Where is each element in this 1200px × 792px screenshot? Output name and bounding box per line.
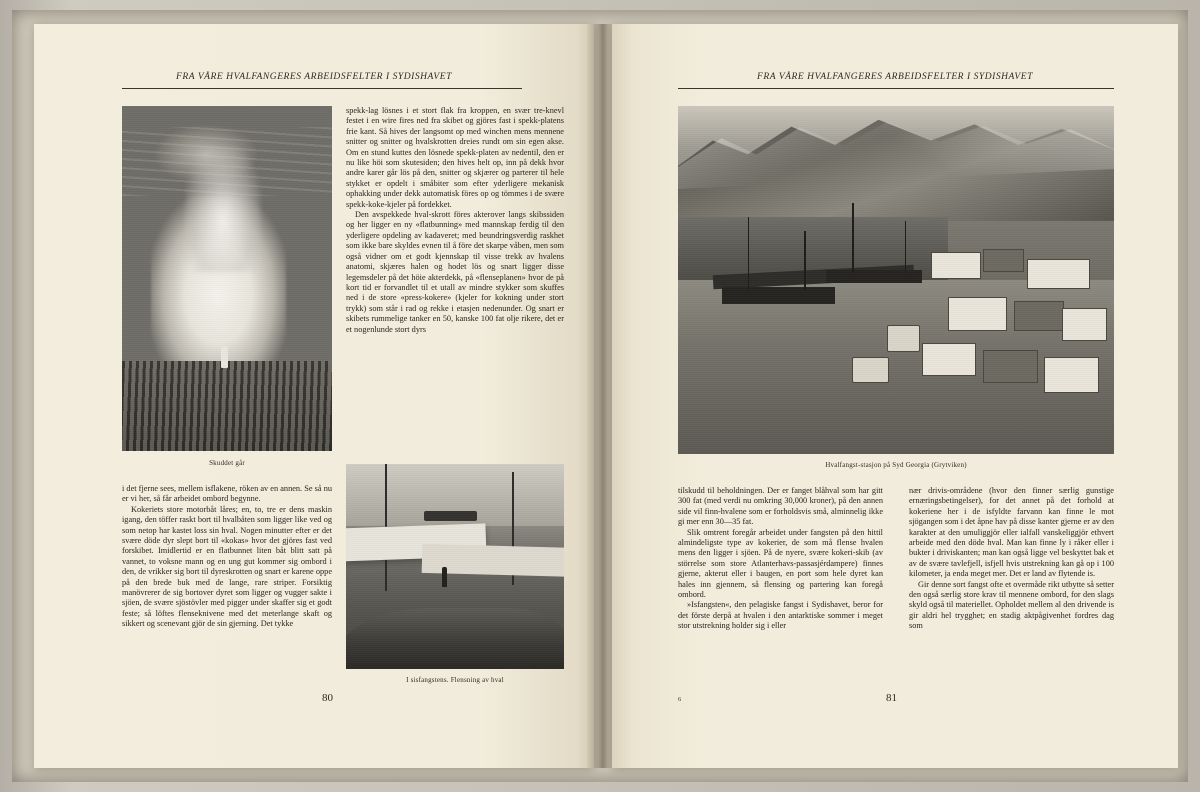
left-page-column-left-bottom (122, 484, 332, 630)
paragraph: Slik omtrent foregår arbeidet under fangsten på den hittil almindeligste type av kokerier, de som må flense hvalen mens den ligger i sjöen. På de nyere, svære kokeri-skib (av störrelse som store Atlanterhavs-passasjérdampere) finnes gjerne, akterut eller i baugen, en port som hele dyret kan hales inn gjennem, så flensing og partering kan foregå ombord. (678, 527, 883, 600)
paragraph: Den avspekkede hval-skrott föres akterover langs skibssiden og her ligger en ny «flatbunning» med mannskap ferdig til den yderligere opdeling av kadaveret; med beundringsverdig raskhet som ikke bare skyldes evnen til å före det skarpe våben, men som også vidner om et godt kjennskap til visse trekk av hvalens anatomi, skjæres halen og hodet lös og snart ligger disse legemsdeler på det höie akterdekk, på «flenseplanen» hvor de på kort tid er forvandlet til et utall av mindre stykker som skuffes ned i de store «press-kokere» (kjeler for kokning under stort trykk) som står i rad og rekke i etasjen nedenunder. Og snart er skibets rummelige tanker en 50, kanske 100 fat olje rikere, det er et nogenlunde stort dyrs (346, 210, 564, 334)
open-book (12, 10, 1188, 782)
right-page-column-right (909, 486, 1114, 632)
caption-whale-shot: Skuddet går (209, 459, 245, 467)
signature-mark: 6 (678, 696, 682, 703)
paragraph: spekk-lag lösnes i et stort flak fra kroppen, en svær tre-knevl festet i en wire fires ned fra skibet og gjöres fast i spekk-platens frie kant. Så hives der langsomt op med winchen mens mennene snitter og snitter og hvalskrotten dreies rundt om sin egen akse. Om en stund kuttes den lösnede spekk-platen av nedentil, den er nu like höi som skutesiden; den hives helt op, inn på dekk hvor andre karer går lös på den, snitter og skjærer og parterer til hele stykket er opdelt i småbiter som efter yderligere mekanisk ophakking under dekk automatisk föres op og tömmes i de svære spekk-koke-kjeler på fordekket. (346, 106, 564, 209)
left-page (34, 24, 594, 768)
photo-grain-overlay (346, 464, 564, 669)
caption-whaling-station: Hvalfangst-stasjon på Syd Georgia (Grytviken) (825, 461, 967, 469)
left-page-column-right-top (346, 106, 564, 335)
running-head-right: FRA VÅRE HVALFANGERES ARBEIDSFELTER I SYDISHAVET (757, 72, 1033, 82)
caption-flensing: I sisfangstens. Flensning av hval (406, 676, 504, 684)
photo-whaling-station-grytviken (678, 106, 1114, 454)
paragraph: »Isfangsten«, den pelagiske fangst i Sydishavet, beror for det förste derpå at hvalen i den antarktiske sommer i meget stor utstrekning holder sig i eller (678, 600, 883, 631)
photo-grain-overlay (678, 106, 1114, 454)
header-rule-left (122, 88, 522, 89)
photo-whale-shot-fired (122, 106, 332, 451)
running-head-left: FRA VÅRE HVALFANGERES ARBEIDSFELTER I SYDISHAVET (176, 72, 452, 82)
paragraph: Kokeriets store motorbåt låres; en, to, tre er dens maskin igang, den töffer raskt bort til hvalbåten som ligger like ved og som netop har kastet loss sin hval. Nogen minutter efter er det svære döde dyr slept bort til «kokas» hvor det gjöres fast ved forskibet. Imidlertid er en flatbunnet liten båt blitt satt på vannet, to voksne mann og en ung gut kommer sig ombord i den, de vrikker sig bort til dyreskrotten og snart er karene oppe på den brede buk med de lange, rare striper. Forsiktig manövrerer de sig bortover dyret som ligger og vugger sakte i sjöen, de svære sjöstövler med pigger under skaffer sig et godt feste; så löftes flenseknivene med det meterlange skaft og sikkert og scenevant gjör de sin gjerning. Det tykke (122, 504, 332, 629)
paragraph: tilskudd til beholdningen. Der er fanget blåhval som har gitt 300 fat (med verdi nu omkring 30,000 kroner), på den annen side vil finn-hvalene som er forholdsvis små, alminnelig ikke gi mer enn 30—35 fat. (678, 486, 883, 527)
page-number-left: 80 (322, 692, 333, 704)
paragraph: i det fjerne sees, mellem isflakene, röken av en annen. Se så nu er vi her, så får arbeidet ombord begynne. (122, 484, 332, 504)
paragraph: Gir denne sort fangst ofte et overmåde rikt utbytte så setter den også særlig store krav til mennene ombord, for den slags skyld også til materiellet. Opholdet mellem al den drivende is gir aldri hel trygghet; en stadig aktpågivenhet fordres dag som (909, 579, 1114, 631)
paragraph: nær drivis-områdene (hvor den finner særlig gunstige ernæringsbetingelser), for det annet på det forhold at kokeriene her i de isfyldte farvann kan finne le mot sjögangen som i det åpne hav på disse kanter gjerne er av den karakter at den umuliggjör eller ialfall vanskeliggjör ethvert arbeide med den döde hval. Man kan finne ly i råker eller i bukter i driviskanten; man kan også ligge vel beskyttet bak et av de svære tavlefjell, isfjell hvis utstrekning kan gå op i 100 kilometer, ja enda meget mer. Det er land av flytende is. (909, 486, 1114, 579)
photo-flensing-on-ice (346, 464, 564, 669)
page-number-right: 81 (886, 692, 897, 704)
photo-grain-overlay (122, 106, 332, 451)
right-page (612, 24, 1178, 768)
header-rule-right (678, 88, 1114, 89)
right-page-column-left (678, 486, 883, 632)
